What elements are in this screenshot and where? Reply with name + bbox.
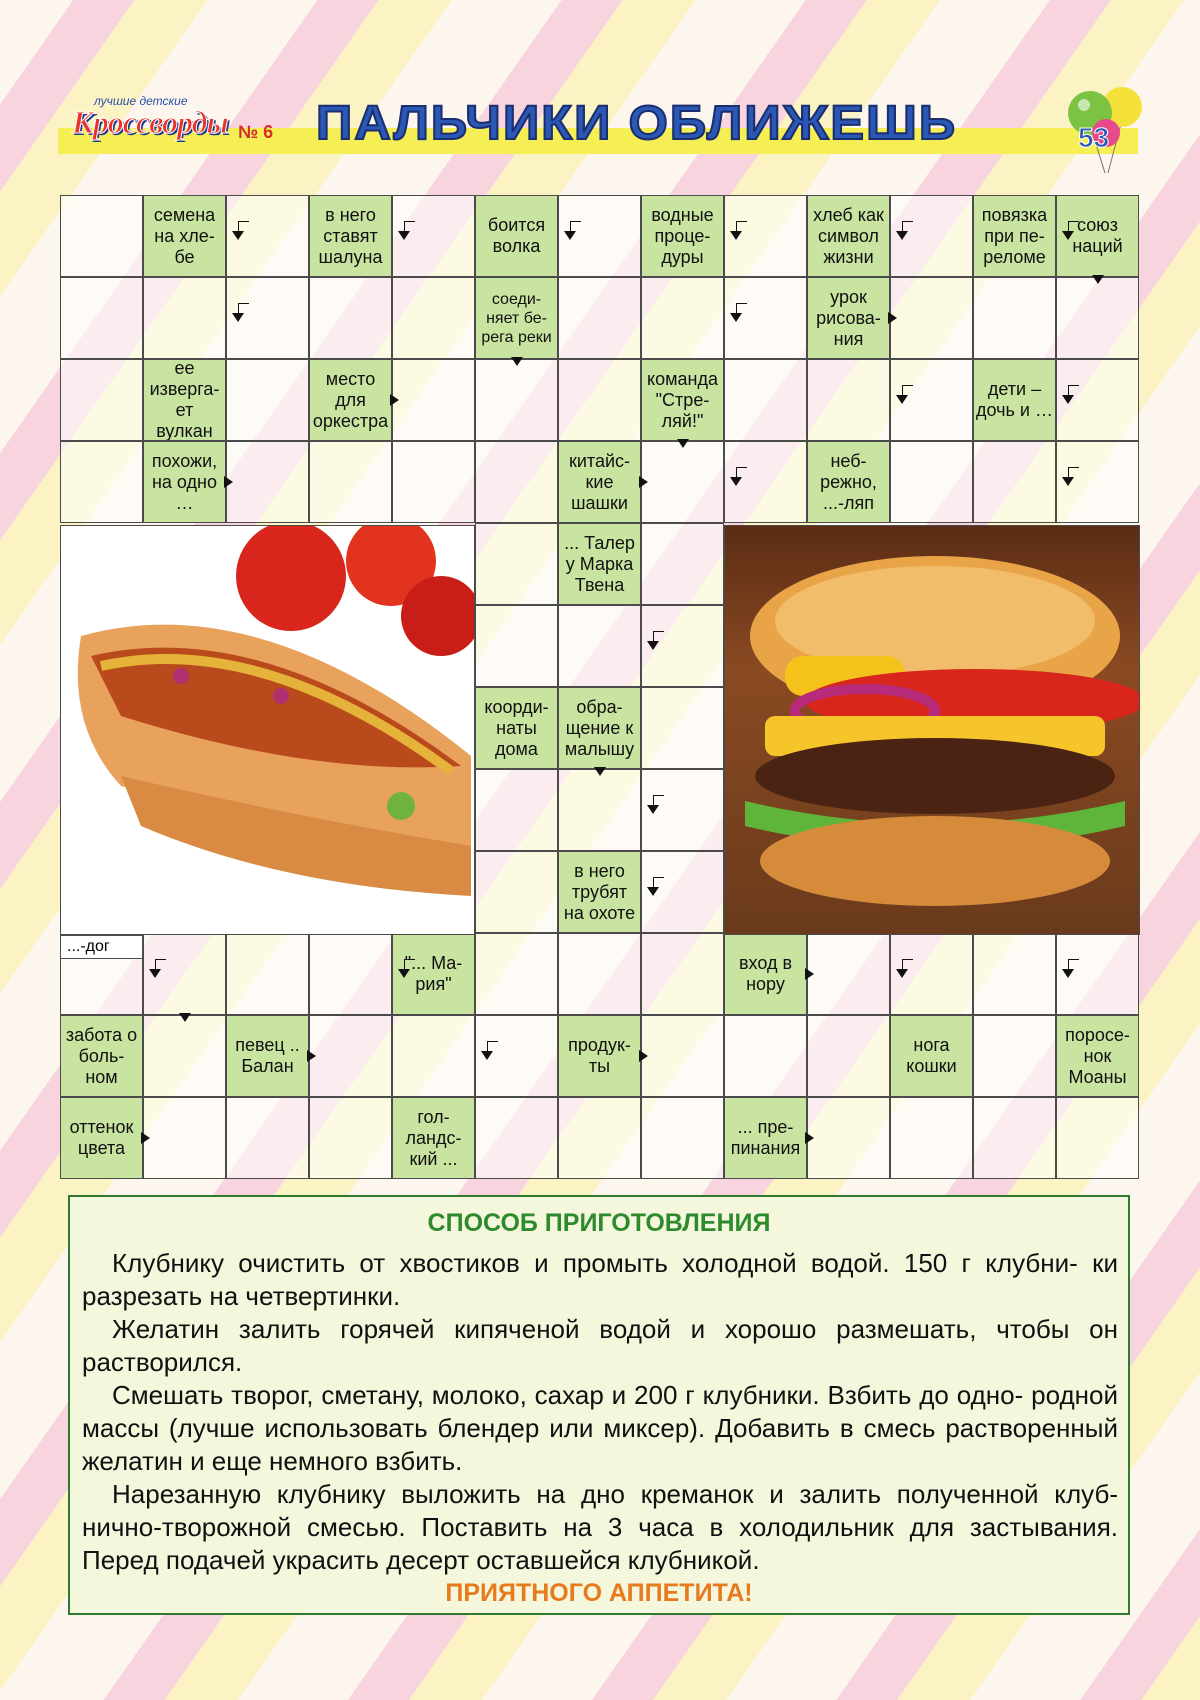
recipe-box [68,1195,1130,1615]
answer-cell[interactable] [641,1097,724,1179]
answer-cell[interactable] [475,441,558,523]
clue-cell: китайс- кие шашки [558,441,641,523]
answer-cell[interactable] [60,441,143,523]
answer-cell[interactable] [641,933,724,1015]
clue-cell: вход в нору [724,933,807,1015]
answer-cell[interactable] [558,359,641,441]
answer-cell[interactable] [641,687,724,769]
answer-cell[interactable] [475,933,558,1015]
arrow-icon [730,477,742,486]
answer-cell[interactable] [143,1097,226,1179]
clue-cell: команда "Стре- ляй!" [641,359,724,441]
hotdog-photo [60,525,475,935]
burger-photo [724,525,1140,935]
arrow-icon [639,1050,648,1062]
arrow-icon [307,1050,316,1062]
crossword-grid [60,195,1140,1175]
answer-cell[interactable] [309,1097,392,1179]
answer-cell[interactable] [475,359,558,441]
clue-cell: оттенок цвета [60,1097,143,1179]
clue-cell: водные проце- дуры [641,195,724,277]
arrow-icon [224,476,233,488]
arrow-icon [564,231,576,240]
clue-cell: повязка при пе- реломе [973,195,1056,277]
arrow-icon [594,767,606,776]
magazine-logo [66,94,226,148]
arrow-icon [896,395,908,404]
answer-cell[interactable] [392,359,475,441]
clue-cell: ... Талер у Марка Твена [558,523,641,605]
clue-cell: в него ставят шалуна [309,195,392,277]
recipe-paragraph: Желатин залить горячей кипяченой водой и хорошо размешать, чтобы он растворился. [82,1314,1118,1377]
arrow-icon [481,1051,493,1060]
clue-cell: нога кошки [890,1015,973,1097]
recipe-paragraph: Смешать творог, сметану, молоко, сахар и 200 г клубники. Взбить до одно- родной массы (лучше использовать блендер или миксер). Добавить в смесь растворенный желатин и еще немного взбить. [82,1380,1118,1476]
answer-cell[interactable] [558,933,641,1015]
answer-cell[interactable] [641,523,724,605]
recipe-paragraph: Клубнику очистить от хвостиков и промыть холодной водой. 150 г клубни- ки разрезать на четвертинки. [82,1248,1118,1311]
answer-cell[interactable] [890,277,973,359]
answer-cell[interactable] [60,359,143,441]
arrow-icon [639,476,648,488]
answer-cell[interactable] [558,277,641,359]
clue-cell: певец .. Балан [226,1015,309,1097]
recipe-text [82,1247,1118,1577]
answer-cell[interactable] [558,1097,641,1179]
answer-cell[interactable] [807,1097,890,1179]
arrow-icon [398,231,410,240]
answer-cell[interactable] [973,933,1056,1015]
answer-cell[interactable] [475,523,558,605]
arrow-icon [511,357,523,366]
recipe-paragraph: Нарезанную клубнику выложить на дно креманок и залить полученной клуб- нично-творожной смесью. Поставить на 3 часа в холодильник для застывания. Перед подачей украсить десерт оставшейся клубникой. [82,1479,1118,1575]
arrow-icon [232,313,244,322]
answer-cell[interactable] [973,1097,1056,1179]
answer-cell[interactable] [143,1015,226,1097]
clue-cell: хлеб как символ жизни [807,195,890,277]
answer-cell[interactable] [143,277,226,359]
answer-cell[interactable] [807,1015,890,1097]
logo-title: Кроссворды [72,104,228,140]
clue-cell: ... пре- пинания [724,1097,807,1179]
arrow-icon [730,313,742,322]
clue-cell: ...-дог [60,935,143,959]
arrow-icon [896,231,908,240]
arrow-icon [398,969,410,978]
answer-cell[interactable] [890,441,973,523]
answer-cell[interactable] [60,195,143,277]
answer-cell[interactable] [807,359,890,441]
arrow-icon [677,439,689,448]
answer-cell[interactable] [973,441,1056,523]
clue-cell: коорди- наты дома [475,687,558,769]
clue-cell: гол- ландс- кий ... [392,1097,475,1179]
answer-cell[interactable] [724,1015,807,1097]
answer-cell[interactable] [226,359,309,441]
arrow-icon [1062,969,1074,978]
arrow-icon [896,969,908,978]
answer-cell[interactable] [890,1097,973,1179]
clue-cell: "... Ма- рия" [392,933,475,1015]
answer-cell[interactable] [641,441,724,523]
answer-cell[interactable] [309,441,392,523]
logo-subtitle: лучшие детские [94,94,188,108]
answer-cell[interactable] [807,933,890,1015]
answer-cell[interactable] [392,441,475,523]
arrow-icon [1062,231,1074,240]
arrow-icon [179,1013,191,1022]
clue-cell: соеди- няет бе- рега реки [475,277,558,359]
clue-cell: обра- щение к малышу [558,687,641,769]
arrow-icon [390,394,399,406]
answer-cell[interactable] [475,605,558,687]
clue-cell: ее изверга- ет вулкан [143,359,226,441]
arrow-icon [141,1132,150,1144]
answer-cell[interactable] [392,277,475,359]
answer-cell[interactable] [475,851,558,933]
arrow-icon [232,231,244,240]
answer-cell[interactable] [558,605,641,687]
recipe-title: СПОСОБ ПРИГОТОВЛЕНИЯ [427,1209,771,1237]
clue-cell: боится волка [475,195,558,277]
answer-cell[interactable] [60,277,143,359]
issue-number: № 6 [238,122,274,142]
arrow-icon [1062,395,1074,404]
clue-cell: похожи, на одно … [143,441,226,523]
arrow-icon [730,231,742,240]
clue-cell: поросе- нок Моаны [1056,1015,1139,1097]
answer-cell[interactable] [641,1015,724,1097]
arrow-icon [1062,477,1074,486]
page-title: ПАЛЬЧИКИ ОБЛИЖЕШЬ [316,97,958,150]
arrow-icon [647,641,659,650]
recipe-footer: ПРИЯТНОГО АППЕТИТА! [445,1579,753,1607]
answer-cell[interactable] [1056,277,1139,359]
clue-cell: неб- режно, ...-ляп [807,441,890,523]
page-header [58,88,1138,158]
answer-cell[interactable] [475,769,558,851]
answer-cell[interactable] [392,1015,475,1097]
answer-cell[interactable] [641,277,724,359]
clue-cell: дети – дочь и … [973,359,1056,441]
clue-cell: место для оркестра [309,359,392,441]
arrow-icon [888,312,897,324]
answer-cell[interactable] [724,359,807,441]
answer-cell[interactable] [558,769,641,851]
page-number: 53 [1078,122,1110,153]
answer-cell[interactable] [226,1097,309,1179]
answer-cell[interactable] [973,277,1056,359]
answer-cell[interactable] [226,933,309,1015]
answer-cell[interactable] [226,441,309,523]
clue-cell: забота о боль- ном [60,1015,143,1097]
arrow-icon [149,969,161,978]
clue-cell: продук- ты [558,1015,641,1097]
clue-cell: союз наций [1056,195,1139,277]
arrow-icon [1092,275,1104,284]
arrow-icon [647,887,659,896]
answer-cell[interactable] [309,933,392,1015]
clue-cell: семена на хле- бе [143,195,226,277]
clue-cell: урок рисова- ния [807,277,890,359]
answer-cell[interactable] [309,1015,392,1097]
clue-cell: в него трубят на охоте [558,851,641,933]
arrow-icon [647,805,659,814]
answer-cell[interactable] [309,277,392,359]
answer-cell[interactable] [475,1097,558,1179]
answer-cell[interactable] [973,1015,1056,1097]
arrow-icon [805,968,814,980]
arrow-icon [805,1132,814,1144]
answer-cell[interactable] [1056,1097,1139,1179]
